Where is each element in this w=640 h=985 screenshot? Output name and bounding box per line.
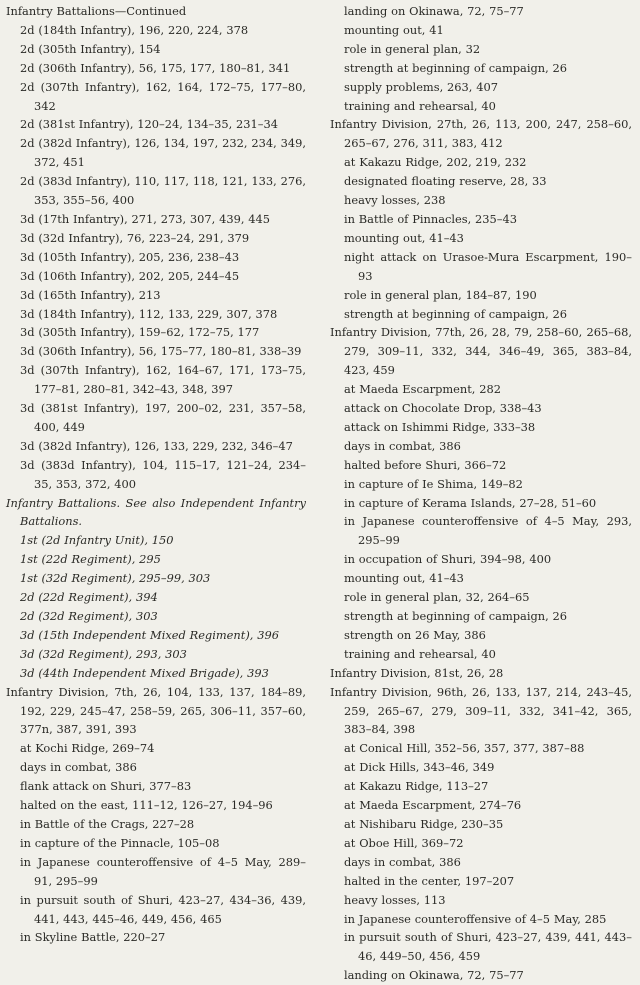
index-subentry: at Conical Hill, 352–56, 357, 377, 387–88 xyxy=(344,741,585,756)
index-subentry: role in general plan, 32 xyxy=(344,41,481,56)
index-subentry: training and rehearsal, 40 xyxy=(344,98,496,113)
index-subentry: at Kakazu Ridge, 113–27 xyxy=(344,779,489,794)
index-subentry: 3d (383d Infantry), 104, 115–17, 121–24, 234–35, 353, 372, 400 xyxy=(20,457,306,491)
index-subentry: 3d (307th Infantry), 162, 164–67, 171, 173–75, 177–81, 280–81, 342–43, 348, 397 xyxy=(20,363,306,397)
index-subentry: 3d (382d Infantry), 126, 133, 229, 232, 346–47 xyxy=(20,438,293,453)
index-subentry: in Battle of the Crags, 227–28 xyxy=(20,816,195,831)
index-subentry: landing on Okinawa, 72, 75–77 xyxy=(344,968,524,983)
index-subentry: 2d (381st Infantry), 120–24, 134–35, 231–34 xyxy=(20,117,278,132)
index-heading: Infantry Division, 77th, 26, 28, 79, 258–60, 265–68, 279, 309–11, 332, 344, 346–49, 365, 383–84, 423, 459 xyxy=(330,325,632,378)
index-heading: Infantry Division, 96th, 26, 133, 137, 214, 243–45, 259, 265–67, 279, 309–11, 332, 341–42, 365, 383–84, 398 xyxy=(330,684,632,737)
index-subentry: strength at beginning of campaign, 26 xyxy=(344,306,568,321)
index-subentry: in capture of the Pinnacle, 105–08 xyxy=(20,835,220,850)
index-subentry: in Skyline Battle, 220–27 xyxy=(20,930,166,945)
index-subentry: 1st (22d Regiment), 295 xyxy=(20,552,161,567)
index-heading: Infantry Division, 27th, 26, 113, 200, 247, 258–60, 265–67, 276, 311, 383, 412 xyxy=(330,117,632,151)
index-subentry: halted on the east, 111–12, 126–27, 194–96 xyxy=(20,798,273,813)
index-subentry: in capture of Kerama Islands, 27–28, 51–60 xyxy=(344,495,597,510)
index-subentry: 3d (106th Infantry), 202, 205, 244–45 xyxy=(20,268,240,283)
index-subentry: night attack on Urasoe-Mura Escarpment, 190–93 xyxy=(344,249,632,283)
index-subentry: 1st (32d Regiment), 295–99, 303 xyxy=(20,571,211,586)
index-subentry: 2d (32d Regiment), 303 xyxy=(20,609,158,623)
index-subentry: mounting out, 41 xyxy=(344,22,444,37)
index-subentry: at Dick Hills, 343–46, 349 xyxy=(344,760,495,775)
index-subentry: in pursuit south of Shuri, 423–27, 439, 441, 443–46, 449–50, 456, 459 xyxy=(344,930,632,964)
index-subentry: at Maeda Escarpment, 282 xyxy=(344,382,501,397)
index-column-right xyxy=(330,2,632,985)
index-subentry: at Nishibaru Ridge, 230–35 xyxy=(344,816,504,831)
index-subentry: 3d (32d Infantry), 76, 223–24, 291, 379 xyxy=(20,230,250,245)
index-subentry: at Maeda Escarpment, 274–76 xyxy=(344,798,522,813)
index-subentry: role in general plan, 32, 264–65 xyxy=(344,590,530,605)
index-subentry: 2d (383d Infantry), 110, 117, 118, 121, 133, 276, 353, 355–56, 400 xyxy=(20,174,306,208)
index-subentry: supply problems, 263, 407 xyxy=(344,79,498,94)
index-subentry: strength on 26 May, 386 xyxy=(344,627,486,642)
index-subentry: in Japanese counteroffensive of 4–5 May, 293, 295–99 xyxy=(344,514,632,548)
index-subentry: 3d (305th Infantry), 159–62, 172–75, 177 xyxy=(20,325,260,340)
index-subentry: attack on Ishimmi Ridge, 333–38 xyxy=(344,419,536,434)
index-heading: Infantry Division, 81st, 26, 28 xyxy=(330,665,504,680)
index-subentry: halted in the center, 197–207 xyxy=(344,873,515,888)
index-subentry: in Battle of Pinnacles, 235–43 xyxy=(344,211,517,226)
index-subentry: in occupation of Shuri, 394–98, 400 xyxy=(344,552,552,567)
index-subentry: 3d (165th Infantry), 213 xyxy=(20,287,161,302)
index-subentry: 3d (184th Infantry), 112, 133, 229, 307, 378 xyxy=(20,306,278,321)
index-subentry: 3d (105th Infantry), 205, 236, 238–43 xyxy=(20,249,240,264)
index-subentry: in pursuit south of Shuri, 423–27, 434–36, 439, 441, 443, 445–46, 449, 456, 465 xyxy=(20,892,306,926)
index-subentry: in capture of Ie Shima, 149–82 xyxy=(344,476,523,491)
index-heading: Infantry Battalions—Continued xyxy=(6,4,187,18)
index-column-left xyxy=(6,2,306,947)
index-subentry: 3d (15th Independent Mixed Regiment), 396 xyxy=(20,627,279,642)
index-subentry: 2d (22d Regiment), 394 xyxy=(20,590,158,605)
index-subentry: 2d (305th Infantry), 154 xyxy=(20,41,161,56)
index-subentry: role in general plan, 184–87, 190 xyxy=(344,287,537,302)
index-heading: Infantry Division, 7th, 26, 104, 133, 137, 184–89, 192, 229, 245–47, 258–59, 265, 306–11, 357–60, 377n, 387, 391, 393 xyxy=(6,684,306,737)
index-heading: Infantry Battalions. See also Independent Infantry Battalions. xyxy=(6,495,306,529)
index-subentry: in Japanese counteroffensive of 4–5 May, 289–91, 295–99 xyxy=(20,854,306,888)
index-subentry: 2d (382d Infantry), 126, 134, 197, 232, 234, 349, 372, 451 xyxy=(20,136,306,170)
index-subentry: attack on Chocolate Drop, 338–43 xyxy=(344,401,542,416)
index-subentry: strength at beginning of campaign, 26 xyxy=(344,609,568,623)
index-subentry: landing on Okinawa, 72, 75–77 xyxy=(344,4,524,18)
index-subentry: in Japanese counteroffensive of 4–5 May, 285 xyxy=(344,911,607,926)
index-subentry: 3d (306th Infantry), 56, 175–77, 180–81, 338–39 xyxy=(20,344,302,359)
index-subentry: mounting out, 41–43 xyxy=(344,571,464,586)
index-subentry: designated floating reserve, 28, 33 xyxy=(344,174,547,189)
index-subentry: at Kochi Ridge, 269–74 xyxy=(20,741,155,756)
index-subentry: 2d (306th Infantry), 56, 175, 177, 180–81, 341 xyxy=(20,60,291,75)
index-subentry: training and rehearsal, 40 xyxy=(344,646,496,661)
index-subentry: mounting out, 41–43 xyxy=(344,230,464,245)
index-subentry: flank attack on Shuri, 377–83 xyxy=(20,779,192,794)
index-subentry: strength at beginning of campaign, 26 xyxy=(344,60,568,75)
index-subentry: 2d (184th Infantry), 196, 220, 224, 378 xyxy=(20,22,249,37)
index-subentry: at Oboe Hill, 369–72 xyxy=(344,835,464,850)
index-subentry: days in combat, 386 xyxy=(344,438,461,453)
index-subentry: days in combat, 386 xyxy=(20,760,137,775)
index-subentry: 3d (381st Infantry), 197, 200–02, 231, 357–58, 400, 449 xyxy=(20,401,306,434)
index-subentry: 1st (2d Infantry Unit), 150 xyxy=(20,533,174,548)
index-subentry: days in combat, 386 xyxy=(344,854,461,869)
index-subentry: 3d (32d Regiment), 293, 303 xyxy=(20,646,187,661)
index-subentry: heavy losses, 113 xyxy=(344,892,446,907)
index-subentry: 3d (44th Independent Mixed Brigade), 393 xyxy=(20,665,269,680)
index-subentry: halted before Shuri, 366–72 xyxy=(344,457,507,472)
index-subentry: at Kakazu Ridge, 202, 219, 232 xyxy=(344,155,527,170)
index-subentry: 2d (307th Infantry), 162, 164, 172–75, 177–80, 342 xyxy=(20,79,306,113)
index-subentry: 3d (17th Infantry), 271, 273, 307, 439, 445 xyxy=(20,211,271,226)
index-subentry: heavy losses, 238 xyxy=(344,193,446,208)
